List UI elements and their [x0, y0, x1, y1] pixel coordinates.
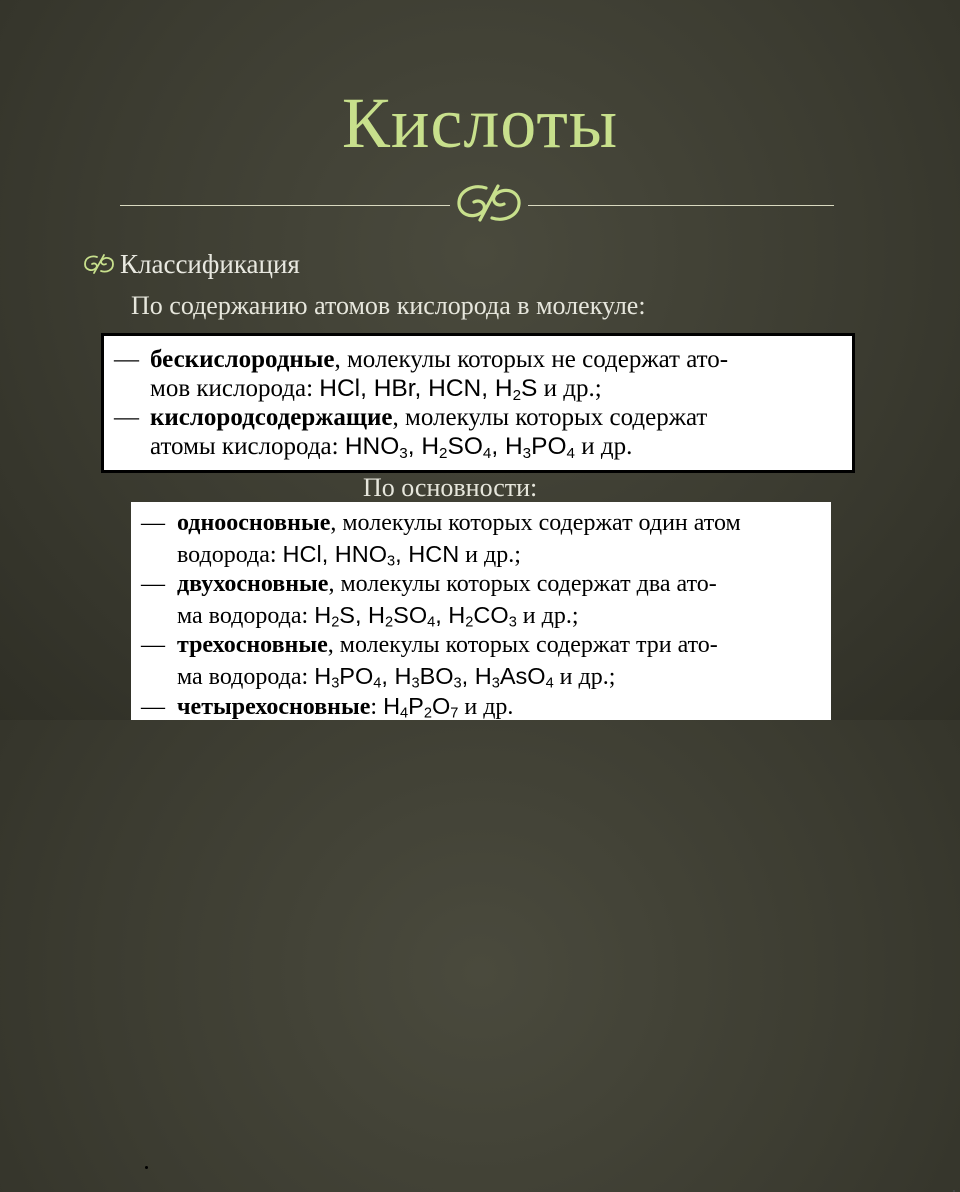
- etc-text: и др.: [574, 433, 633, 460]
- list-item-continuation: [114, 432, 852, 461]
- term-tribasic: трехосновные: [177, 632, 328, 658]
- dash: —: [141, 632, 165, 658]
- definition-text: , молекулы которых не содержат ато-: [334, 346, 729, 373]
- formula-list: HCl, HBr, HCN, $H_2S$: [319, 375, 538, 404]
- slide-title: Кислоты: [341, 83, 619, 163]
- formula-list: $H_3PO_4$, $H_3BO_3$, $H_3AsO_4$: [314, 662, 554, 692]
- list-item: [114, 403, 852, 432]
- definition-text: ма водорода:: [177, 602, 315, 629]
- title-divider-right: [528, 205, 834, 206]
- definition-text: водорода:: [177, 541, 283, 568]
- term-monobasic: одноосновные: [177, 510, 331, 536]
- subheading-oxygen: По содержанию атомов кислорода в молекуле:: [131, 291, 646, 320]
- term-tetrabasic: четырехосновные: [177, 694, 371, 720]
- definition-text: , молекулы которых содержат: [392, 404, 708, 431]
- formula-list: HCl, $HNO_3$, HCN: [282, 540, 460, 570]
- dash: —: [141, 510, 165, 536]
- definition-text: атомы кислорода:: [150, 433, 345, 460]
- definition-text: ма водорода:: [177, 663, 315, 690]
- basicity-classification-box: [131, 502, 831, 720]
- formula-list: $HNO_3$, $H_2SO_4$, $H_3PO_4$: [344, 433, 575, 462]
- oxygen-classification-box: [101, 333, 855, 473]
- etc-text: и др.: [458, 694, 514, 720]
- definition-text: , молекулы которых содержат два ато-: [328, 571, 717, 597]
- dash: —: [141, 571, 165, 597]
- list-item: [141, 630, 831, 661]
- term-dibasic: двухосновные: [177, 571, 329, 597]
- term-oxygen-containing: кислородсодержащие: [150, 404, 393, 431]
- definition-text: :: [370, 694, 384, 720]
- list-item-continuation: [141, 600, 831, 631]
- flourish-bullet-icon: [82, 253, 116, 275]
- dash: —: [114, 346, 139, 373]
- list-item: [141, 691, 831, 722]
- list-item-continuation: [114, 374, 852, 403]
- flourish-ornament-icon: [452, 180, 526, 226]
- list-item-continuation: [141, 661, 831, 692]
- bullet-classification: [82, 248, 300, 280]
- etc-text: и др.;: [516, 602, 579, 629]
- etc-text: и др.;: [553, 663, 616, 690]
- dash: —: [141, 694, 165, 720]
- etc-text: и др.;: [537, 375, 602, 402]
- term-anoxic: бескислородные: [150, 346, 335, 373]
- definition-text: , молекулы которых содержат один атом: [330, 510, 741, 536]
- list-item: [141, 508, 831, 539]
- dash: —: [114, 404, 139, 431]
- list-item-continuation: [141, 539, 831, 570]
- formula-list: $H_4P_2O_7$: [383, 693, 459, 722]
- list-item: [114, 345, 852, 374]
- subheading-basicity: По основности:: [363, 473, 538, 502]
- formula-list: $H_2S$, $H_2SO_4$, $H_2CO_3$: [314, 601, 517, 631]
- etc-text: и др.;: [459, 541, 521, 568]
- list-item: [141, 569, 831, 600]
- definition-text: мов кислорода:: [150, 375, 320, 402]
- scan-dot: [145, 1166, 148, 1169]
- bullet-label: Классификация: [120, 248, 300, 279]
- title-divider-left: [120, 205, 450, 206]
- definition-text: , молекулы которых содержат три ато-: [327, 632, 718, 658]
